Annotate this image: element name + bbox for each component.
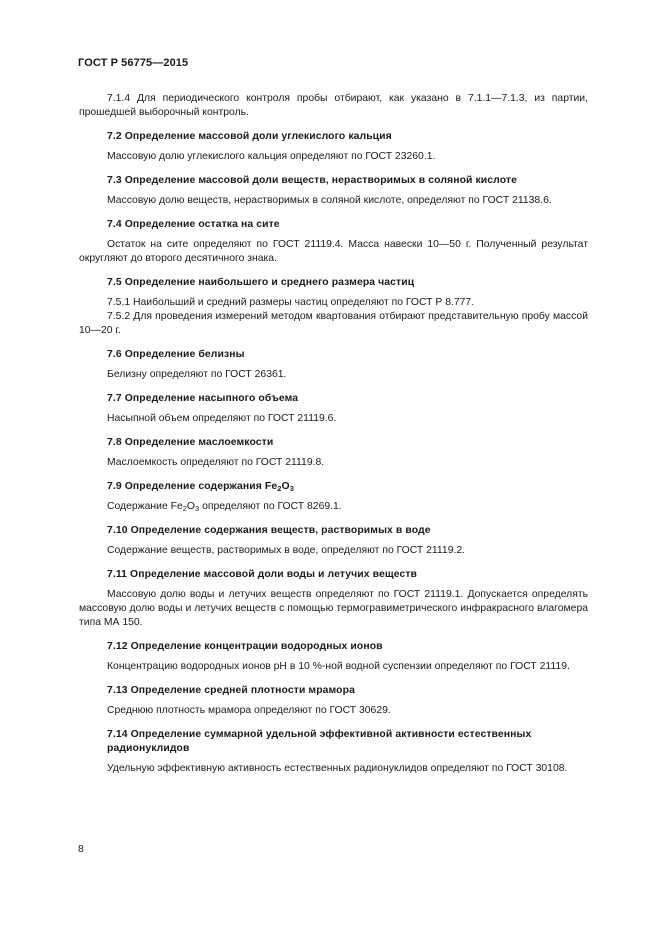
- section-title-7-10: 7.10 Определение содержания веществ, растворимых в воде: [107, 525, 431, 536]
- section-body-7-10: Содержание веществ, растворимых в воде, определяют по ГОСТ 21119.2.: [107, 545, 466, 556]
- paragraph-7-1-4: 7.1.4 Для периодического контроля пробы отбирают, как указано в 7.1.1—7.1.3, из партии, прошедшей выборочный контроль.: [79, 93, 588, 118]
- section-title-7-9-prefix: 7.9 Определение содержания Fe: [107, 481, 278, 492]
- section-title-7-12: 7.12 Определение концентрации водородных ионов: [107, 641, 383, 652]
- section-body-7-14: Удельную эффективную активность естественных радионуклидов определяют по ГОСТ 30108.: [107, 763, 568, 774]
- section-body-7-9-prefix: Содержание Fe: [107, 501, 183, 512]
- section-body-7-12: Концентрацию водородных ионов pH в 10 %-ной водной суспензии определяют по ГОСТ 21119.: [107, 661, 570, 672]
- section-title-7-8: 7.8 Определение маслоемкости: [107, 437, 274, 448]
- section-body-7-7: Насыпной объем определяют по ГОСТ 21119.6.: [107, 413, 337, 424]
- section-title-7-3: 7.3 Определение массовой доли веществ, нерастворимых в соляной кислоте: [107, 175, 517, 186]
- section-body-7-9-mid: O: [186, 501, 196, 512]
- document-body: [79, 92, 588, 786]
- section-title-7-9: [79, 480, 588, 494]
- section-title-7-14: 7.14 Определение суммарной удельной эффективной активности естественных радионуклидов: [107, 729, 532, 754]
- section-body-7-2: Массовую долю углекислого кальция определяют по ГОСТ 23260.1.: [107, 151, 436, 162]
- document-header: ГОСТ Р 56775—2015: [78, 57, 189, 69]
- section-title-7-5: 7.5 Определение наибольшего и среднего размера частиц: [107, 277, 415, 288]
- section-body-7-6: Белизну определяют по ГОСТ 26361.: [107, 369, 287, 380]
- section-title-7-9-mid: O: [281, 481, 290, 492]
- section-body-7-8: Маслоемкость определяют по ГОСТ 21119.8.: [107, 457, 325, 468]
- section-title-7-11: 7.11 Определение массовой доли воды и летучих веществ: [107, 569, 418, 580]
- section-body-7-11: Массовую долю воды и летучих веществ определяют по ГОСТ 21119.1. Допускается определять массовую долю воды и летучих веществ с помощью термогравиметрического инфракрасного влагомера типа МА 150.: [79, 589, 588, 628]
- section-body-7-9: [79, 500, 588, 514]
- section-title-7-2: 7.2 Определение массовой доли углекислого кальция: [107, 131, 392, 142]
- subscript-2: 2: [277, 484, 282, 493]
- section-title-7-6: 7.6 Определение белизны: [107, 349, 245, 360]
- section-title-7-4: 7.4 Определение остатка на сите: [107, 219, 280, 230]
- section-body-7-3: Массовую долю веществ, нерастворимых в соляной кислоте, определяют по ГОСТ 21138.6.: [107, 195, 552, 206]
- section-body-7-13: Среднюю плотность мрамора определяют по ГОСТ 30629.: [107, 705, 391, 716]
- paragraph-7-5-1: 7.5.1 Наибольший и средний размеры частиц определяют по ГОСТ Р 8.777.: [107, 297, 475, 308]
- paragraph-7-5-2: 7.5.2 Для проведения измерений методом квартования отбирают представительную пробу массой 10—20 г.: [79, 311, 588, 336]
- section-title-7-7: 7.7 Определение насыпного объема: [107, 393, 299, 404]
- section-title-7-13: 7.13 Определение средней плотности мрамора: [107, 685, 355, 696]
- section-body-7-9-suffix: определяют по ГОСТ 8269.1.: [199, 501, 342, 512]
- subscript-3: 3: [289, 484, 294, 493]
- subscript-2: 2: [182, 504, 187, 513]
- subscript-3: 3: [195, 504, 200, 513]
- page-number: 8: [78, 843, 84, 855]
- section-body-7-4: Остаток на сите определяют по ГОСТ 21119.4. Масса навески 10—50 г. Полученный результат округляют до второго десятичного знака.: [79, 239, 588, 264]
